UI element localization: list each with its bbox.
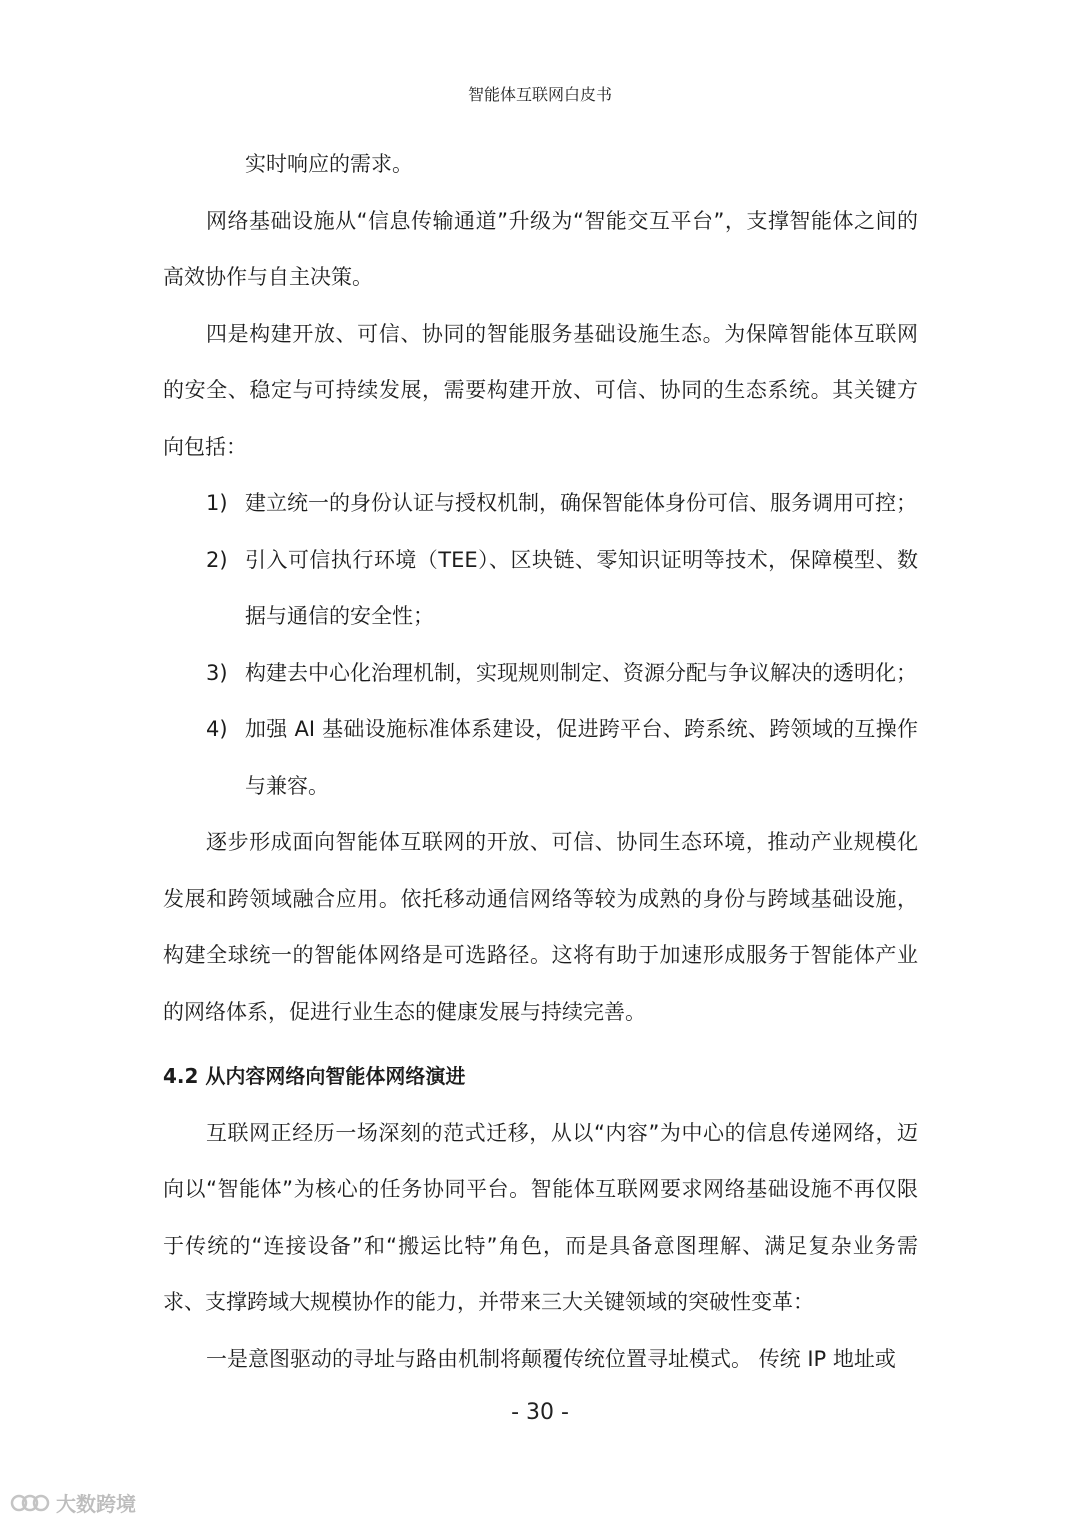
page-header: 智能体互联网白皮书 — [467, 85, 612, 104]
paragraph-ecosystem: 四是构建开放、可信、协同的智能服务基础设施生态。为保障智能体互联网的安全、稳定与可持续发展，需要构建开放、可信、协同的生态系统。其关键方向包括： — [163, 321, 918, 459]
list-text: 引入可信执行环境（TEE）、区块链、零知识证明等技术，保障模型、数据与通信的安全性； — [245, 547, 918, 628]
watermark-text: 大数跨境 — [56, 1492, 136, 1516]
list-item — [163, 475, 918, 532]
paragraph-network-infrastructure: 网络基础设施从“信息传输通道”升级为“智能交互平台”，支撑智能体之间的高效协作与自主决策。 — [163, 208, 918, 289]
list-item — [163, 532, 918, 645]
list-number: 2) — [206, 547, 228, 572]
chain-logo-icon — [10, 1491, 50, 1515]
list-text: 构建去中心化治理机制，实现规则制定、资源分配与争议解决的透明化； — [245, 660, 917, 685]
list-number: 3) — [206, 660, 228, 685]
document-body — [163, 136, 918, 1387]
paragraph-ecosystem-environment: 逐步形成面向智能体互联网的开放、可信、协同生态环境，推动产业规模化发展和跨领域融合应用。依托移动通信网络等较为成熟的身份与跨域基础设施，构建全球统一的智能体网络是可选路径。这将有助于加速形成服务于智能体产业的网络体系，促进行业生态的健康发展与持续完善。 — [163, 830, 918, 1024]
paragraph-intent-routing: 一是意图驱动的寻址与路由机制将颠覆传统位置寻址模式。 传统 IP 地址或 — [206, 1346, 896, 1371]
watermark — [10, 1488, 136, 1517]
list-text: 建立统一的身份认证与授权机制，确保智能体身份可信、服务调用可控； — [245, 491, 917, 515]
paragraph-continuation: 实时响应的需求。 — [245, 152, 413, 176]
list-number: 1) — [206, 491, 228, 515]
list-number: 4) — [206, 717, 228, 741]
paragraph-paradigm-shift: 互联网正经历一场深刻的范式迁移，从以“内容”为中心的信息传递网络，迈向以“智能体”为核心的任务协同平台。智能体互联网要求网络基础设施不再仅限于传统的“连接设备”和“搬运比特”角色，而是具备意图理解、满足复杂业务需求、支撑跨域大规模协作的能力，并带来三大关键领域的突破性变革： — [163, 1120, 918, 1314]
list-item — [163, 645, 918, 702]
list-item — [163, 701, 918, 814]
page-number: - 30 - — [511, 1400, 569, 1425]
list-text: 加强 AI 基础设施标准体系建设，促进跨平台、跨系统、跨领域的互操作与兼容。 — [245, 717, 918, 798]
section-heading: 4.2 从内容网络向智能体网络演进 — [163, 1064, 466, 1088]
